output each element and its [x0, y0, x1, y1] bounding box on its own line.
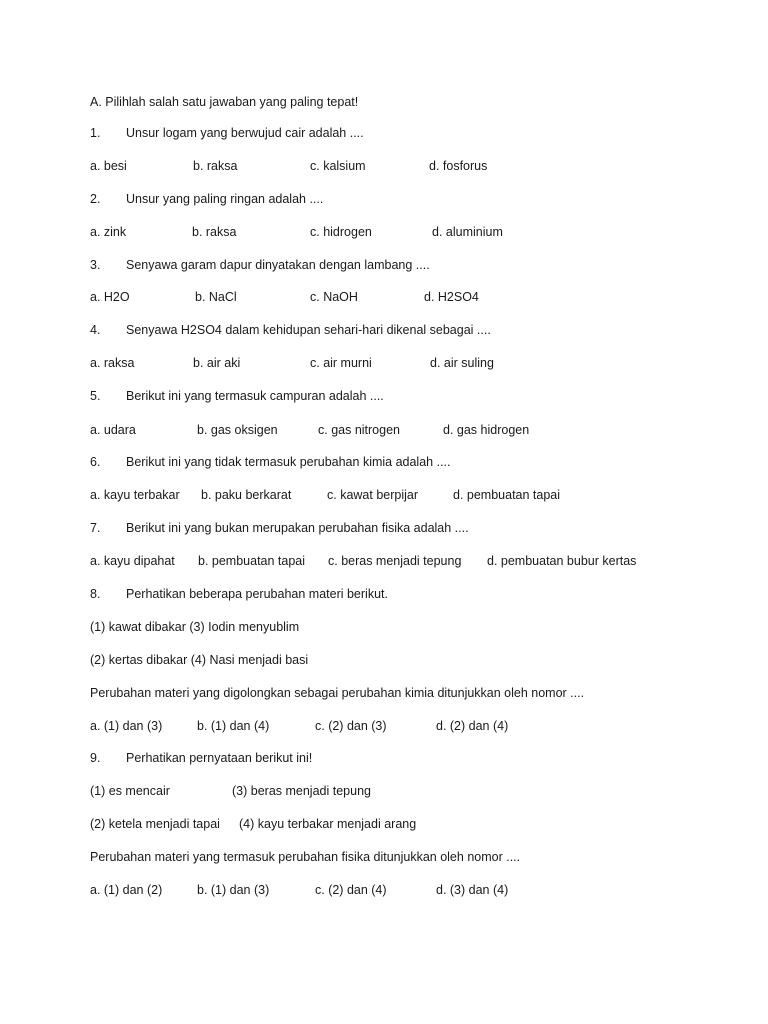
statement-item: (1) es mencair [90, 784, 170, 798]
option-a: a. kayu dipahat [90, 554, 175, 568]
question-text: Berikut ini yang tidak termasuk perubahan kimia adalah .... [126, 455, 451, 469]
option-d: d. (2) dan (4) [436, 719, 509, 733]
statement-item: (3) beras menjadi tepung [232, 784, 371, 798]
question-number: 2. [90, 192, 101, 206]
option-d: d. (3) dan (4) [436, 883, 509, 897]
option-b: b. pembuatan tapai [198, 554, 306, 568]
option-d: d. gas hidrogen [443, 423, 530, 437]
option-b: b. NaCl [195, 290, 237, 304]
option-c: c. beras menjadi tepung [328, 554, 462, 568]
option-b: b. raksa [193, 159, 238, 173]
option-a: a. zink [90, 225, 127, 239]
question-text: Perhatikan pernyataan berikut ini! [126, 751, 313, 765]
option-d: d. pembuatan tapai [453, 488, 561, 502]
option-a: a. (1) dan (3) [90, 719, 163, 733]
question-stem: Perubahan materi yang digolongkan sebagai perubahan kimia ditunjukkan oleh nomor .... [90, 686, 585, 700]
question-number: 1. [90, 126, 101, 140]
option-a: a. raksa [90, 356, 135, 370]
option-d: d. H2SO4 [424, 290, 479, 304]
question-number: 3. [90, 258, 101, 272]
option-c: c. hidrogen [310, 225, 372, 239]
option-c: c. NaOH [310, 290, 358, 304]
option-a: a. kayu terbakar [90, 488, 180, 502]
option-d: d. aluminium [432, 225, 503, 239]
option-a: a. (1) dan (2) [90, 883, 163, 897]
option-c: c. kalsium [310, 159, 366, 173]
question-number: 5. [90, 389, 101, 403]
option-b: b. air aki [193, 356, 241, 370]
option-b: b. raksa [192, 225, 237, 239]
question-text: Senyawa garam dapur dinyatakan dengan lambang .... [126, 258, 430, 272]
option-a: a. H2O [90, 290, 130, 304]
question-text: Berikut ini yang bukan merupakan perubahan fisika adalah .... [126, 521, 469, 535]
question-number: 4. [90, 323, 101, 337]
option-b: b. (1) dan (4) [197, 719, 270, 733]
option-b: b. paku berkarat [201, 488, 292, 502]
question-text: Perhatikan beberapa perubahan materi berikut. [126, 587, 388, 601]
question-text: Senyawa H2SO4 dalam kehidupan sehari-hari dikenal sebagai .... [126, 323, 491, 337]
option-c: c. (2) dan (4) [315, 883, 387, 897]
option-d: d. fosforus [429, 159, 488, 173]
statement-item: (1) kawat dibakar (3) Iodin menyublim [90, 620, 300, 634]
question-number: 9. [90, 751, 101, 765]
section-heading: A. Pilihlah salah satu jawaban yang paling tepat! [90, 95, 359, 109]
option-c: c. (2) dan (3) [315, 719, 387, 733]
question-text: Unsur logam yang berwujud cair adalah .... [126, 126, 364, 140]
question-number: 7. [90, 521, 101, 535]
statement-item: (4) kayu terbakar menjadi arang [239, 817, 417, 831]
statement-item: (2) kertas dibakar (4) Nasi menjadi basi [90, 653, 309, 667]
option-b: b. (1) dan (3) [197, 883, 270, 897]
option-c: c. gas nitrogen [318, 423, 400, 437]
option-c: c. kawat berpijar [327, 488, 419, 502]
option-c: c. air murni [310, 356, 372, 370]
statement-item: (2) ketela menjadi tapai [90, 817, 220, 831]
option-d: d. pembuatan bubur kertas [487, 554, 637, 568]
option-a: a. besi [90, 159, 127, 173]
question-number: 8. [90, 587, 101, 601]
question-number: 6. [90, 455, 101, 469]
question-text: Berikut ini yang termasuk campuran adalah .... [126, 389, 384, 403]
question-stem: Perubahan materi yang termasuk perubahan fisika ditunjukkan oleh nomor .... [90, 850, 521, 864]
option-d: d. air suling [430, 356, 494, 370]
option-a: a. udara [90, 423, 136, 437]
question-text: Unsur yang paling ringan adalah .... [126, 192, 324, 206]
option-b: b. gas oksigen [197, 423, 278, 437]
